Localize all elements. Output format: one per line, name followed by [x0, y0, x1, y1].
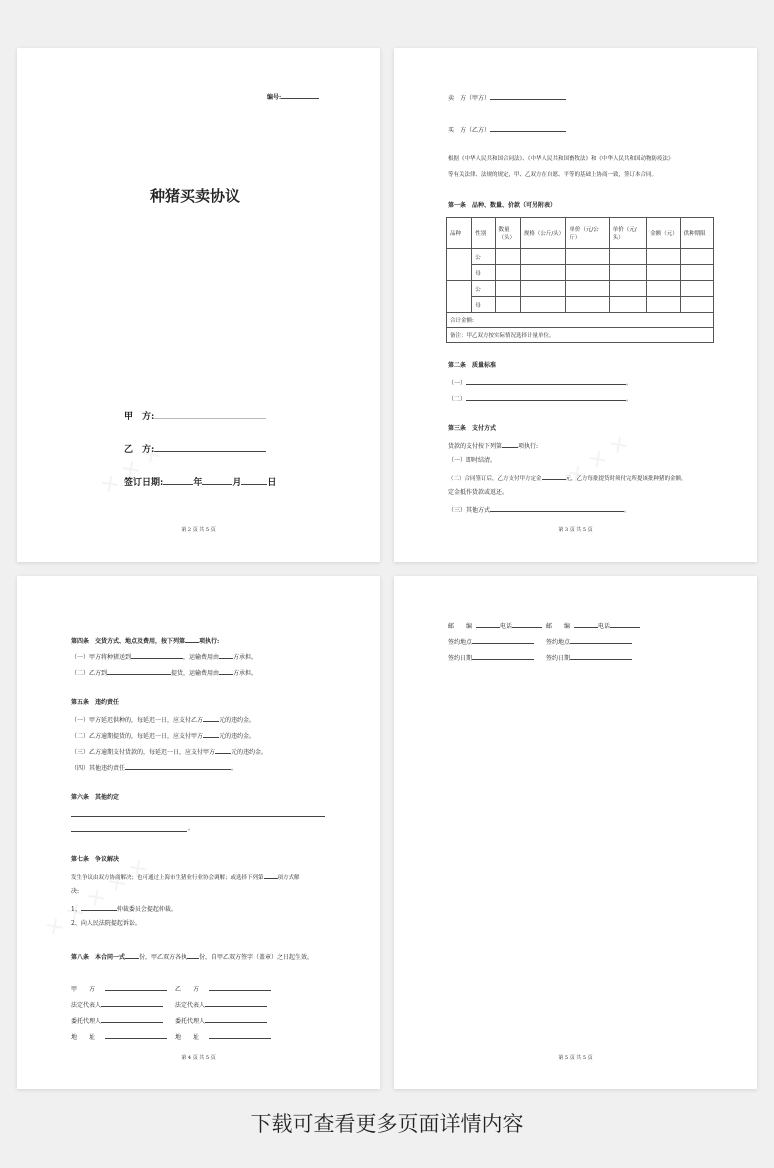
month-blank [202, 475, 232, 485]
table-row [447, 281, 714, 297]
payment-option-3-blank [490, 505, 624, 512]
th-amount: 金额（元） [647, 218, 680, 249]
liability-3-end: 元的违约金。 [231, 749, 268, 756]
payment-option-3: （三）其他方式 。 [448, 507, 631, 514]
dispute-text-cont: 项方式解 [277, 875, 300, 881]
address-b [175, 1032, 271, 1042]
agent-a-blank [101, 1016, 163, 1023]
dispute-text: 发生争议由双方协商解决；也可通过上海市生猪业行业协会调解；或选择下列第 [71, 875, 264, 881]
liability-4: （四）其他违约责任 。 [71, 765, 238, 772]
document-number-label: 编号: [267, 94, 282, 101]
seller-line [448, 93, 566, 103]
other-terms-line-1 [71, 816, 325, 817]
th-supply-period: 供种期限 [680, 218, 713, 249]
article-8-cont: 份，甲乙双方各执 [139, 954, 188, 961]
agent-b-blank [205, 1016, 267, 1023]
delivery-2-party-blank [219, 668, 233, 675]
article-6-heading: 第六条 其他约定 [71, 794, 120, 801]
th-spec: 规格（公斤/头） [520, 218, 566, 249]
payment-intro-text: 货款的支付按下列第 [448, 443, 503, 450]
delivery-1-text: （一）甲方将种猪送到 [71, 654, 132, 661]
agent-b [175, 1016, 267, 1026]
article-4-text: 第四条 交货方式、地点及费用，按下列第 [71, 638, 186, 645]
legal-rep-b-label: 法定代表人 [175, 1002, 206, 1009]
quality-2-blank [466, 394, 626, 401]
liability-1-text: （一）甲方延迟供种的，每延迟一日，应支付乙方 [71, 717, 204, 724]
legal-rep-a-blank [101, 1000, 163, 1007]
delivery-1-end: 方承担。 [233, 654, 258, 661]
address-a [71, 1032, 167, 1042]
phone-b-blank [610, 621, 640, 628]
table-header-row [447, 218, 714, 249]
page-5 [394, 576, 757, 1089]
month-label: 月 [232, 478, 242, 488]
sign-date-b-label: 签约日期 [546, 655, 571, 662]
signature-party-b-label: 乙 方 [175, 986, 200, 993]
postal-a-label: 邮 编 [448, 623, 473, 630]
delivery-2-place-blank [107, 668, 171, 675]
liability-2-blank [203, 731, 219, 738]
postal-a [448, 621, 542, 631]
buyer-blank [490, 125, 566, 132]
postal-a-blank [476, 621, 500, 628]
postal-b [546, 621, 640, 631]
contract-title: 种猪买卖协议 [150, 187, 241, 205]
address-b-label: 地 址 [175, 1034, 200, 1041]
legal-rep-a-label: 法定代表人 [71, 1002, 102, 1009]
sex-female: 母 [472, 297, 495, 313]
document-number [267, 92, 319, 102]
table-cell [447, 249, 472, 281]
quality-2-label: （二） [448, 396, 467, 403]
sign-place-b [546, 637, 632, 647]
page-3 [394, 48, 757, 562]
watermark [41, 854, 154, 943]
article-2-heading: 第二条 质量标准 [448, 362, 497, 369]
liability-3-text: （三）乙方逾期支付货款的，每延迟一日，应支付甲方 [71, 749, 216, 756]
day-blank [241, 475, 267, 485]
payment-option-1: （一）即时结清。 [448, 457, 497, 464]
cover-sign-date [124, 475, 276, 489]
cover-party-b-blank [154, 442, 266, 452]
intro-line-2: 等有关法律、法规的规定，甲、乙双方在自愿、平等的基础上协商一致，签订本合同。 [448, 172, 658, 178]
cover-party-b-label: 乙 方: [124, 445, 155, 455]
th-unit-price-head: 单价（元/头） [609, 218, 646, 249]
cover-party-a-label: 甲 方: [124, 412, 155, 422]
dispute-line-end: 决: [71, 888, 80, 895]
postal-b-blank [574, 621, 598, 628]
agent-b-label: 委托代理人 [175, 1018, 206, 1025]
cover-sign-date-label: 签订日期: [124, 478, 164, 488]
seller-blank [490, 93, 566, 100]
quality-1: （一） 。 [448, 380, 633, 387]
liability-2-end: 元的违约金。 [219, 733, 256, 740]
phone-a-label: 电话 [500, 623, 513, 630]
day-label: 日 [267, 478, 277, 488]
agent-a-label: 委托代理人 [71, 1018, 102, 1025]
dispute-option-blank [264, 872, 278, 879]
payment-option-blank [502, 441, 518, 448]
cover-party-a-blank [154, 409, 266, 419]
page-4 [17, 576, 380, 1089]
address-a-label: 地 址 [71, 1034, 96, 1041]
table-row [447, 297, 714, 313]
sex-female: 母 [472, 265, 495, 281]
dispute-option-1-text: 仲裁委员会提起仲裁。 [116, 906, 177, 913]
sign-date-a-blank [472, 653, 534, 660]
deposit-blank [542, 473, 566, 480]
dispute-option-2: 2、向人民法院提起诉讼。 [71, 920, 141, 927]
delivery-2-text: （二）乙方到 [71, 670, 108, 677]
page-number: 第 3 页 共 5 页 [558, 527, 593, 533]
payment-option-2-text: （二）合同签订后，乙方支付甲方定金 [448, 476, 542, 482]
payment-option-2-end: 定金抵作货款或返还。 [448, 489, 509, 496]
download-more-caption[interactable]: 下载可查看更多页面详情内容 [250, 1112, 524, 1136]
legal-rep-b-blank [205, 1000, 267, 1007]
quality-2: （二） 。 [448, 396, 633, 403]
table-row-total [447, 313, 714, 328]
specification-table [446, 217, 714, 343]
payment-option-3-label: （三）其他方式 [448, 507, 491, 514]
article-8-line [71, 952, 313, 962]
quality-1-label: （一） [448, 380, 467, 387]
liability-4-text: （四）其他违约责任 [71, 765, 126, 772]
address-b-blank [209, 1032, 271, 1039]
liability-3-blank [215, 747, 231, 754]
year-blank [163, 475, 193, 485]
payment-intro-suffix: 项执行: [518, 443, 539, 450]
legal-rep-b [175, 1000, 267, 1010]
delivery-1-party-blank [219, 652, 233, 659]
liability-2 [71, 731, 255, 741]
article-1-heading: 第一条 品种、数量、价款（可另附表） [448, 202, 557, 209]
th-quantity: 数量（头） [495, 218, 520, 249]
sign-date-a [448, 653, 534, 663]
document-number-blank [281, 92, 319, 99]
signature-party-b [175, 984, 271, 994]
liability-4-blank [125, 763, 231, 770]
delivery-2 [71, 668, 257, 678]
other-terms-line-2 [71, 831, 187, 832]
phone-b-label: 电话 [598, 623, 611, 630]
liability-1 [71, 715, 255, 725]
table-row [447, 249, 714, 265]
signature-party-a-blank [105, 984, 167, 991]
page-2-cover [17, 48, 380, 562]
intro-line-1: 根据《中华人民共和国合同法》、《中华人民共和国畜牧法》和《中华人民共和国动物防疫法》 [448, 156, 674, 162]
article-8-text: 第八条 本合同一式 [71, 954, 126, 961]
liability-3 [71, 747, 267, 757]
th-breed: 品种 [447, 218, 472, 249]
table-row-note [447, 328, 714, 343]
page-number: 第 2 页 共 5 页 [181, 527, 216, 533]
article-3-heading: 第三条 支付方式 [448, 425, 497, 432]
seller-label: 卖 方（甲方） [448, 95, 491, 102]
postal-b-label: 邮 编 [546, 623, 571, 630]
agent-a [71, 1016, 163, 1026]
year-label: 年 [193, 478, 203, 488]
sign-date-b-blank [570, 653, 632, 660]
sign-place-b-label: 签约地点 [546, 639, 571, 646]
sign-date-a-label: 签约日期 [448, 655, 473, 662]
table-row [447, 265, 714, 281]
delivery-1-place-blank [131, 652, 183, 659]
copies-blank [125, 952, 139, 959]
signature-party-a [71, 984, 167, 994]
sign-place-b-blank [570, 637, 632, 644]
payment-intro [448, 441, 538, 451]
cover-party-a [124, 409, 266, 423]
copies-each-blank [187, 952, 199, 959]
quality-1-blank [466, 378, 626, 385]
delivery-2-cost: 提货，运输费用由 [171, 670, 220, 677]
buyer-label: 买 方（乙方） [448, 127, 491, 134]
liability-2-text: （二）乙方逾期提货的，每延迟一日，应支付甲方 [71, 733, 204, 740]
buyer-line [448, 125, 566, 135]
article-7-heading: 第七条 争议解决 [71, 856, 120, 863]
sign-place-a-label: 签约地点 [448, 639, 473, 646]
sign-date-b [546, 653, 632, 663]
article-5-heading: 第五条 违约责任 [71, 699, 120, 706]
liability-1-end: 元的违约金。 [219, 717, 256, 724]
article-8-end: 份，自甲乙双方签字（盖章）之日起生效。 [199, 954, 314, 961]
th-sex: 性别 [472, 218, 495, 249]
article-4-heading [71, 636, 219, 646]
sex-male: 公 [472, 249, 495, 265]
other-terms-period: 。 [188, 825, 195, 832]
page-number: 第 5 页 共 5 页 [558, 1055, 593, 1061]
dispute-option-1: 1、 仲裁委员会提起仲裁。 [71, 906, 177, 913]
signature-party-a-label: 甲 方 [71, 986, 96, 993]
payment-option-2-cont: 元，乙方每批提货时须付完所提该批种猪的金额， [565, 476, 687, 482]
page-number: 第 4 页 共 5 页 [181, 1055, 216, 1061]
delivery-2-end: 方承担。 [233, 670, 258, 677]
address-a-blank [105, 1032, 167, 1039]
sign-place-a [448, 637, 534, 647]
legal-rep-a [71, 1000, 163, 1010]
delivery-1 [71, 652, 257, 662]
article-4-suffix: 项执行: [199, 638, 220, 645]
signature-party-b-blank [209, 984, 271, 991]
table-cell [447, 281, 472, 313]
phone-a-blank [512, 621, 542, 628]
sex-male: 公 [472, 281, 495, 297]
delivery-1-cost: ，运输费用由 [183, 654, 220, 661]
delivery-option-blank [185, 636, 199, 643]
table-note: 备注：甲乙双方按实际情况选择计量单位。 [447, 328, 714, 343]
total-amount: 合计金额: [447, 313, 714, 328]
th-unit-price-kg: 单价（元/公斤） [566, 218, 609, 249]
liability-1-blank [203, 715, 219, 722]
sign-place-a-blank [472, 637, 534, 644]
